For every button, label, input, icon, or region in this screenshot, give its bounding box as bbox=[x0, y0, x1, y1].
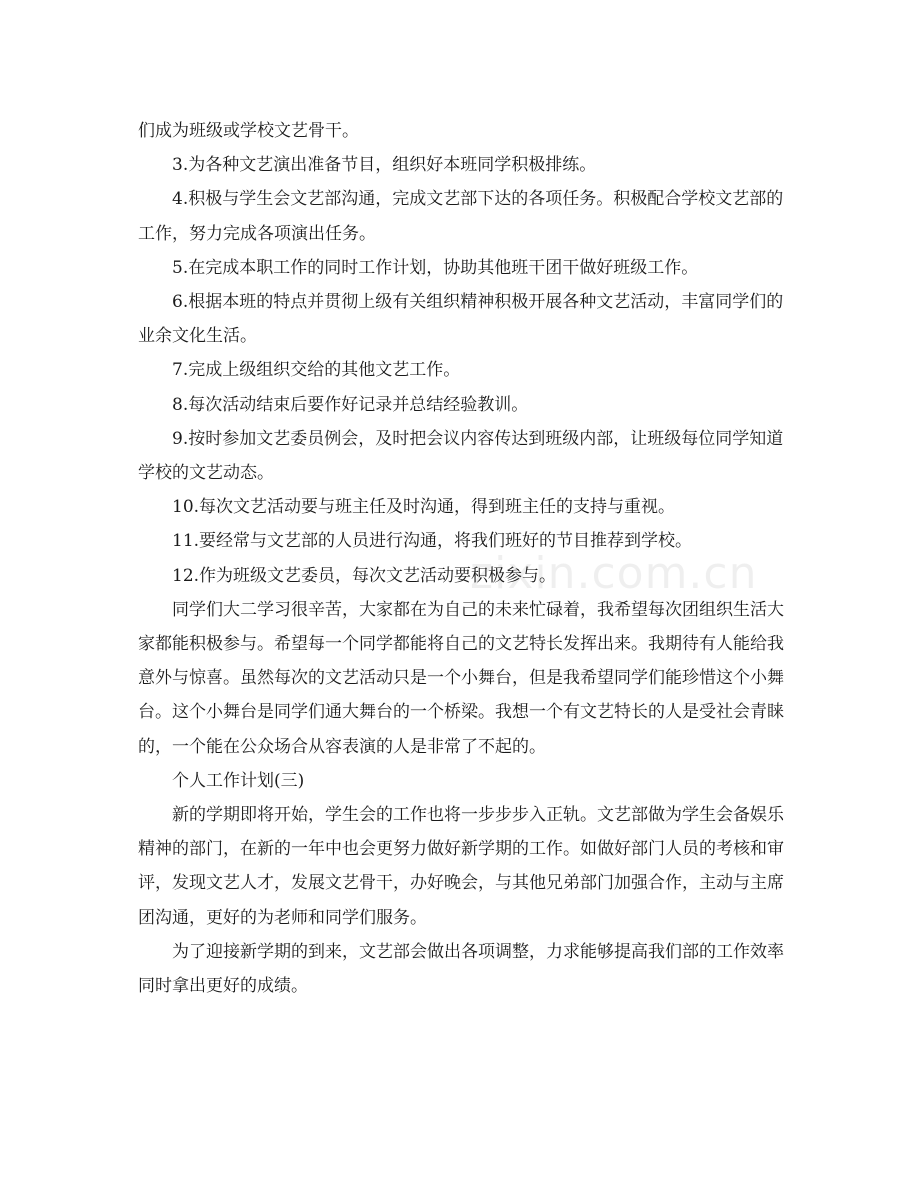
paragraph-4: 5.在完成本职工作的同时工作计划，协助其他班干团干做好班级工作。 bbox=[172, 257, 699, 278]
paragraph-14: 新的学期即将开始，学生会的工作也将一步步步入正轨。文艺部做为学生会备娱乐精神的部门，在新的一年中也会更努力做好新学期的工作。如做好部门人员的考核和审评，发现文艺人才，发展文艺骨干，办好晚会，与其他兄弟部门加强合作，主动与主席团沟通，更好的为老师和同学们服务。 bbox=[138, 805, 784, 928]
paragraph-8: 9.按时参加文艺委员例会，及时把会议内容传达到班级内部，让班级每位同学知道学校的文艺动态。 bbox=[138, 428, 784, 484]
paragraph-7: 8.每次活动结束后要作好记录并总结经验教训。 bbox=[172, 394, 529, 415]
paragraph-5: 6.根据本班的特点并贯彻上级有关组织精神积极开展各种文艺活动，丰富同学们的业余文化生活。 bbox=[138, 292, 784, 347]
watermark: zixin.com.cn bbox=[470, 548, 758, 599]
paragraph-12: 同学们大二学习很辛苦，大家都在为自己的未来忙碌着，我希望每次团组织生活大家都能积极参与。希望每一个同学都能将自己的文艺特长发挥出来。我期待有人能给我意外与惊喜。虽然每次的文艺活动只是一个小舞台，但是我希望同学们能珍惜这个小舞台。这个小舞台是同学们通大舞台的一个桥梁。我想一个有文艺特长的人是受社会青睐的，一个能在公众场合从容表演的人是非常了不起的。 bbox=[138, 599, 784, 757]
paragraph-11: 12.作为班级文艺委员，每次文艺活动要积极参与。 bbox=[172, 565, 557, 586]
paragraph-15: 为了迎接新学期的到来，文艺部会做出各项调整，力求能够提高我们部的工作效率同时拿出更好的成绩。 bbox=[138, 941, 784, 997]
section-heading: 个人工作计划(三) bbox=[172, 770, 305, 791]
paragraph-3: 4.积极与学生会文艺部沟通，完成文艺部下达的各项任务。积极配合学校文艺部的工作，努力完成各项演出任务。 bbox=[138, 189, 784, 244]
paragraph-10: 11.要经常与文艺部的人员进行沟通，将我们班好的节目推荐到学校。 bbox=[172, 531, 693, 552]
paragraph-6: 7.完成上级组织交给的其他文艺工作。 bbox=[172, 360, 461, 381]
paragraph-2: 3.为各种文艺演出准备节目，组织好本班同学积极排练。 bbox=[172, 155, 597, 176]
paragraph-1: 们成为班级或学校文艺骨干。 bbox=[138, 121, 359, 141]
document-body bbox=[138, 114, 788, 1003]
paragraph-9: 10.每次文艺活动要与班主任及时沟通，得到班主任的支持与重视。 bbox=[172, 497, 676, 518]
